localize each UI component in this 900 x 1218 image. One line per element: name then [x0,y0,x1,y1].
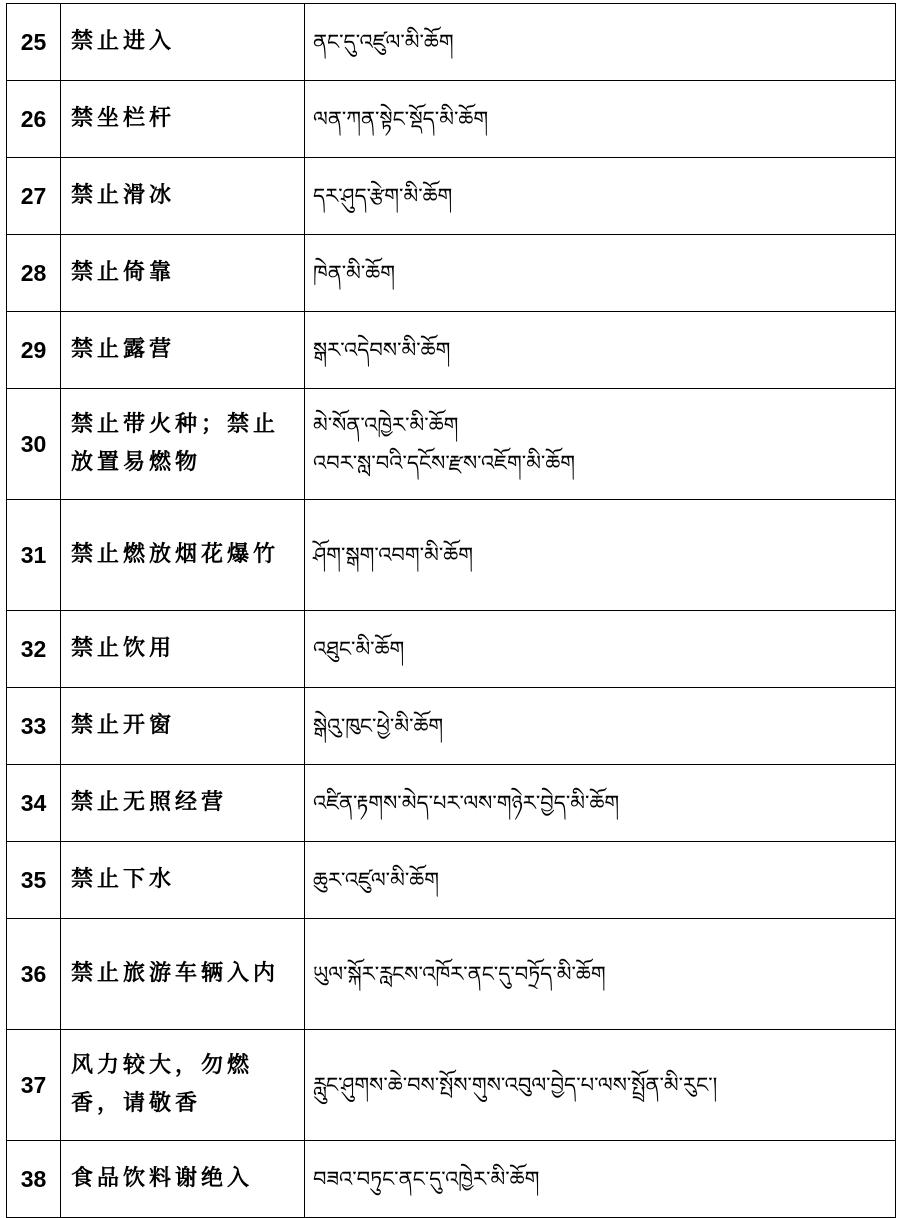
chinese-sign-text: 禁止倚靠 [61,235,305,312]
tibetan-text-line: བཟའ་བཏུང་ནང་དུ་འཁྱེར་མི་ཆོག [313,1167,540,1191]
table-row [7,842,896,919]
chinese-sign-text: 禁止燃放烟花爆竹 [61,500,305,611]
tibetan-sign-text [305,81,896,158]
tibetan-text-line: ཁེན་མི་ཆོག [313,261,396,285]
row-number: 31 [7,500,61,611]
table-body [7,4,896,1218]
table-row [7,500,896,611]
table-row [7,1030,896,1141]
tibetan-sign-text [305,842,896,919]
tibetan-sign-text [305,389,896,500]
table-row [7,4,896,81]
table-row [7,611,896,688]
tibetan-text-line: སྒེའུ་ཁུང་ཕྱེ་མི་ཆོག [313,714,444,738]
table-row [7,389,896,500]
tibetan-sign-text [305,919,896,1030]
chinese-sign-text: 禁坐栏杆 [61,81,305,158]
tibetan-sign-text [305,4,896,81]
table-row [7,919,896,1030]
chinese-sign-text: 风力较大，勿燃香，请敬香 [61,1030,305,1141]
tibetan-sign-text [305,765,896,842]
chinese-sign-text: 禁止滑冰 [61,158,305,235]
table-row [7,1141,896,1218]
row-number: 29 [7,312,61,389]
tibetan-text-line: ཆུར་འཛུལ་མི་ཆོག [313,868,439,892]
tibetan-text-line: མེ་སོན་འཁྱེར་མི་ཆོག [313,413,459,437]
prohibition-sign-table [6,3,896,1218]
table-row [7,158,896,235]
tibetan-text-line: ནང་དུ་འཛུལ་མི་ཆོག [313,30,454,54]
tibetan-sign-text [305,312,896,389]
tibetan-text-line: འཛིན་རྟགས་མེད་པར་ལས་གཉེར་བྱེད་མི་ཆོག [313,791,620,815]
tibetan-sign-text [305,500,896,611]
chinese-sign-text: 禁止进入 [61,4,305,81]
chinese-sign-text: 禁止饮用 [61,611,305,688]
tibetan-text-line: སྒར་འདེབས་མི་ཆོག [313,338,451,362]
tibetan-sign-text [305,158,896,235]
chinese-sign-text: 禁止开窗 [61,688,305,765]
row-number: 36 [7,919,61,1030]
table-row [7,81,896,158]
tibetan-sign-text [305,1141,896,1218]
row-number: 33 [7,688,61,765]
row-number: 25 [7,4,61,81]
table-row [7,312,896,389]
tibetan-sign-text [305,688,896,765]
tibetan-sign-text [305,611,896,688]
row-number: 28 [7,235,61,312]
row-number: 32 [7,611,61,688]
row-number: 37 [7,1030,61,1141]
tibetan-text-line: འཐུང་མི་ཆོག [313,637,405,661]
chinese-sign-text: 禁止带火种；禁止放置易燃物 [61,389,305,500]
tibetan-text-line: ཤོག་སྒག་འབག་མི་ཆོག [313,543,473,567]
table-row [7,765,896,842]
row-number: 26 [7,81,61,158]
chinese-sign-text: 食品饮料谢绝入 [61,1141,305,1218]
chinese-sign-text: 禁止无照经营 [61,765,305,842]
row-number: 35 [7,842,61,919]
row-number: 34 [7,765,61,842]
tibetan-text-line: རླུང་ཤུགས་ཆེ་བས་སྤོས་གུས་འབུལ་བྱེད་པ་ལས་སྤྲོན་མི་རུང་། [313,1073,718,1097]
chinese-sign-text: 禁止下水 [61,842,305,919]
tibetan-sign-text [305,1030,896,1141]
table-row [7,688,896,765]
tibetan-text-line: ཡུལ་སྐོར་རླངས་འཁོར་ནང་དུ་བཏྲོད་མི་ཆོག [313,962,606,986]
tibetan-text-line: ལན་ཀན་སྟེང་སྡོད་མི་ཆོག [313,107,489,131]
chinese-sign-text: 禁止旅游车辆入内 [61,919,305,1030]
tibetan-text-line: འབར་སླ་བའི་དངོས་རྫས་འཇོག་མི་ཆོག [313,451,576,475]
row-number: 38 [7,1141,61,1218]
tibetan-sign-text [305,235,896,312]
table-row [7,235,896,312]
tibetan-text-line: དར་ཤུད་རྩེག་མི་ཆོག [313,184,453,208]
row-number: 30 [7,389,61,500]
chinese-sign-text: 禁止露营 [61,312,305,389]
row-number: 27 [7,158,61,235]
